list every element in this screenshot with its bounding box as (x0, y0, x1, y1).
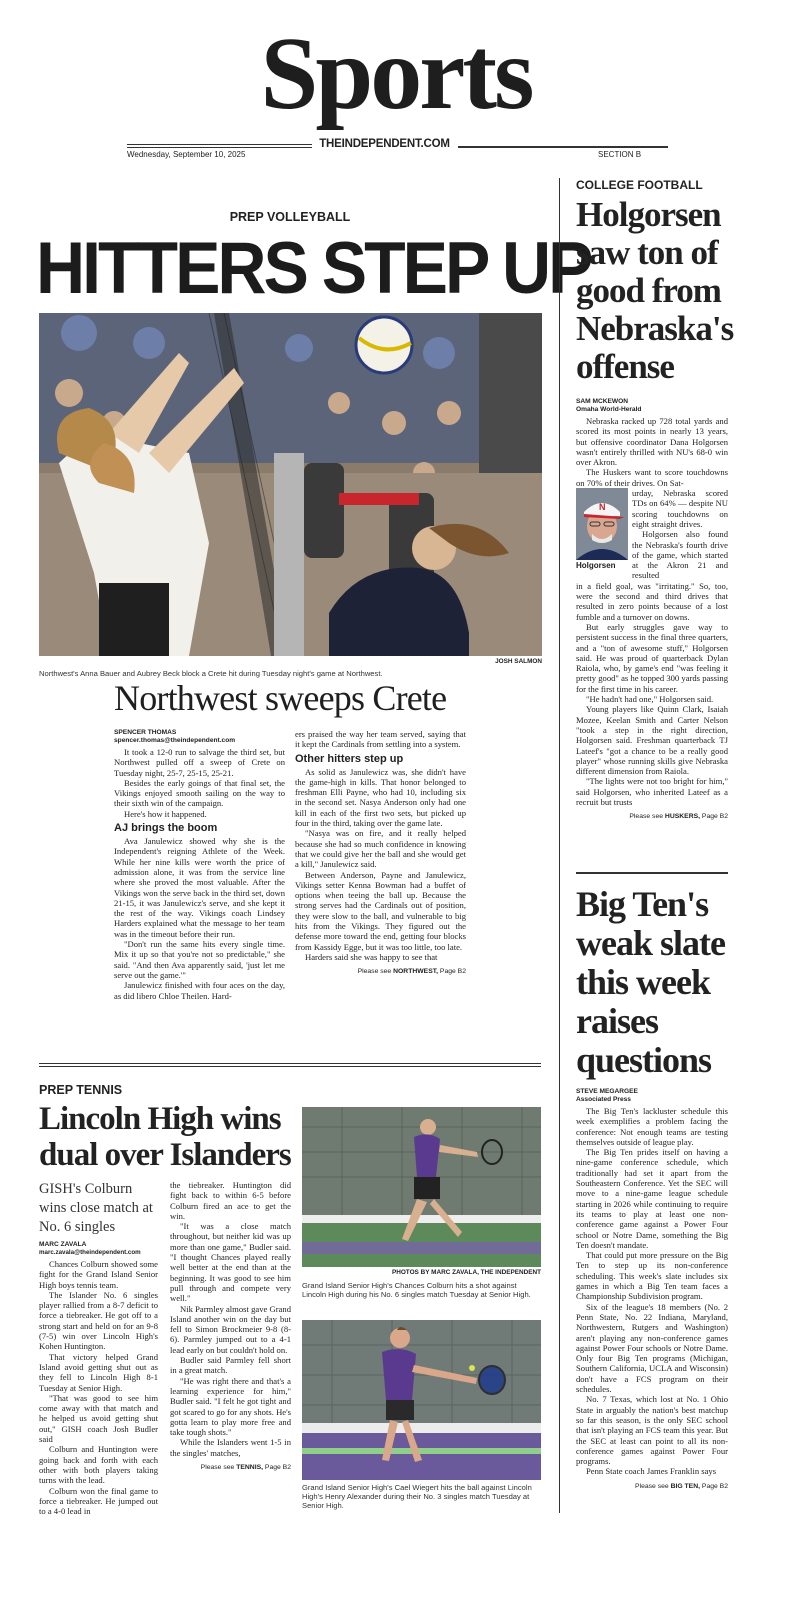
lead-paragraph: Besides the early goings of that final set, the Vikings enjoyed smooth sailing on the way to their sixth win of the campaign. (114, 777, 285, 809)
masthead-date: Wednesday, September 10, 2025 (127, 150, 246, 159)
jump-key: BIG TEN, (670, 1482, 701, 1490)
volleyball-photo (39, 313, 542, 656)
tennis-kicker: PREP TENNIS (39, 1083, 123, 1097)
tennis-photo-credit (302, 1269, 541, 1276)
tennis-column-2 (170, 1180, 291, 1471)
section-divider (39, 1063, 541, 1064)
masthead-site[interactable]: THEINDEPENDENT.COM (319, 138, 450, 150)
credit-prefix: PHOTOS BY (391, 1269, 430, 1276)
right-bottom-jump-link[interactable] (576, 1483, 728, 1490)
lead-section-heading: AJ brings the boom (114, 822, 218, 835)
lead-jump-link[interactable] (295, 968, 466, 975)
masthead-rule-left2 (127, 147, 312, 148)
tennis-paragraph: While the Islanders went 1-5 in the singles' matches, (170, 1437, 291, 1458)
lead-column-1 (114, 729, 285, 1001)
right-bottom-paragraph: Penn State coach James Franklin says (586, 1466, 717, 1477)
right-bottom-paragraph: No. 7 Texas, which lost at No. 1 Ohio State in arguably the nation's best matchup so far this season, is the only SEC school that isn't playing an FCS team this year. But the SEC at least can point to all its non-conference games against Power Four programs. (576, 1394, 728, 1467)
right-top-headline: Holgorsen saw ton of good from Nebraska's offense (576, 195, 734, 386)
right-top-paragraph: Young players like Quinn Clark, Isaiah Mozee, Keelan Smith and Carter Nelson "took a step in the right direction, Holgorsen said. Freshman quarterback TJ Lateef's "got a chance to be a really good player" whose running skills give Nebraska different dimension from Raiola. (576, 704, 728, 777)
lead-email[interactable]: spencer.thomas@theindependent.com (114, 737, 236, 744)
tennis-column-1 (39, 1180, 158, 1516)
tennis-paragraph: Budler said Parmley fell short in a great match. (170, 1355, 291, 1376)
right-top-affiliation: Omaha World-Herald (576, 406, 642, 413)
jump-label: Please see (357, 968, 392, 976)
lead-kicker: PREP VOLLEYBALL (229, 210, 351, 224)
jump-key: TENNIS, (236, 1464, 264, 1472)
right-top-paragraph: Nebraska racked up 728 total yards and scored its most points in nearly 13 years, but offensive coordinator Dana Holgorsen wasn't entirely thrilled with NU's 68-0 win over Akron. (576, 416, 728, 468)
right-top-paragraph: The Huskers want to score touchdowns on 70% of their drives. On Sat- (576, 467, 728, 488)
right-top-jump-link[interactable] (576, 813, 728, 820)
lead-paragraph: Harders said she was happy to see that (305, 951, 438, 962)
lead-section-heading: Other hitters step up (295, 752, 404, 765)
right-top-paragraph: "The lights were not too bright for him," said Holgorsen, who inherited Lateef as a recruit but trusts (576, 776, 728, 807)
tennis-email[interactable]: marc.zavala@theindependent.com (39, 1249, 141, 1256)
lead-paragraph: It took a 12-0 run to salvage the third set, but Northwest pulled off a sweep of Crete on Tuesday night, 25-7, 25-15, 25-21. (114, 747, 285, 778)
jump-key: HUSKERS, (664, 813, 701, 821)
tennis-paragraph: Colburn won the final game to force a tiebreaker. He jumped out to a 4-0 lead in (39, 1485, 158, 1517)
lead-column-2 (295, 729, 466, 975)
tennis-caption-1: Grand Island Senior High's Chances Colburn hits a shot against Lincoln High during his No. 6 singles match Tuesday at Senior High. (302, 1281, 531, 1300)
lead-photo-credit: JOSH SALMON (495, 658, 542, 665)
tennis-jump-link[interactable] (170, 1464, 291, 1471)
masthead-rule-left (127, 144, 312, 145)
tennis-byline: MARC ZAVALA (39, 1241, 87, 1248)
lead-byline: SPENCER THOMAS (114, 729, 177, 736)
right-bottom-byline: STEVE MEGARGEE (576, 1088, 638, 1095)
right-top-byline: SAM MCKEWON (576, 398, 629, 405)
jump-label: Please see (635, 1482, 669, 1490)
credit-suffix: , THE INDEPENDENT (477, 1269, 541, 1276)
tennis-headline: Lincoln High wins dual over Islanders (39, 1101, 291, 1173)
section-divider (39, 1066, 541, 1067)
football-mug (576, 488, 628, 560)
lead-paragraph: ers praised the way her team served, saying that it kept the Cardinals from settling into a system. (295, 729, 466, 750)
tennis-paragraph: Nik Parmley almost gave Grand Island another win on the day but fell to Simon Brockmeier 9-8 (8-6). Parmley jumped out to a 4-1 lead early on but couldn't hold on. (170, 1303, 291, 1355)
jump-label: Please see (629, 813, 664, 821)
tennis-photo-1 (302, 1107, 541, 1267)
right-bottom-paragraph: The Big Ten prides itself on having a nine-game conference schedule, which traditionally had set it apart from the Southeastern Conference. Yet the SEC will move to a nine-game league schedule starting in 2026 while continuing to require its teams to play at least one non-conference game against a Power Four school or Notre Dame, something the Big Ten doesn't mandate. (576, 1147, 728, 1250)
lead-photo-caption: Northwest's Anna Bauer and Aubrey Beck block a Crete hit during Tuesday night's game at Northwest. (39, 669, 383, 678)
lead-paragraph: Here's how it happened. (124, 808, 207, 819)
lead-paragraph: Ava Janulewicz showed why she is the Independent's reigning Athlete of the Week. While her nine kills were worth the price of admission alone, it was from the service line where she proved the most valuable. After the Vikings won the serve back in the third set, down 21-15, it was Janulewicz's serve, and she kept it the rest of the way. Vikings coach Lindsey Harders explained what the message to her team was in the timeout before their run. (114, 836, 285, 939)
right-bottom-paragraph: The Big Ten's lackluster schedule this week exemplifies a problem facing the conference: Not enough teams are testing themselves outside of league play. (576, 1106, 728, 1147)
tennis-paragraph: The Islander No. 6 singles player rallied from a 8-7 deficit to force a tiebreaker. He got off to a strong start and held on for an 9-8 (7-5) win over Lincoln High's Kohen Huntington. (39, 1289, 158, 1352)
jump-label: Please see (200, 1464, 235, 1472)
right-bottom-story (576, 885, 728, 1490)
tennis-paragraph: "It was a close match throughout, but neither kid was up more than one game," Budler said. "I thought Chances played really well better at the end than at the beginning. It was good to see him pull through and compete very well." (170, 1221, 291, 1304)
tennis-deck: GISH's Colburn wins close match at No. 6 singles (39, 1181, 153, 1235)
right-bottom-paragraph: Six of the league's 18 members (No. 2 Penn State, No. 22 Indiana, Maryland, Northwestern, Rutgers and Washington) aren't playing any non-conference games against Power Four schools or Notre Dame. Only four Big Ten programs (Michigan, Southern California, UCLA and Wisconsin) don't have a FCS program on their schedules. (576, 1301, 728, 1395)
jump-page: Page B2 (439, 968, 466, 976)
tennis-caption-2: Grand Island Senior High's Cael Wiegert hits the ball against Lincoln High's Henry Alexander during their No. 3 singles match Tuesday at Senior High. (302, 1483, 532, 1511)
lead-paragraph: "Don't run the same hits every single time. Mix it up so that you're not so predictable," she said. "And then Ava apparently said, 'just let me serve out the game.'" (114, 939, 285, 980)
masthead-title: Sports (260, 16, 532, 131)
jump-page: Page B2 (701, 1482, 728, 1490)
right-bottom-headline: Big Ten's weak slate this week raises questions (576, 884, 725, 1080)
masthead-section: SECTION B (598, 150, 642, 159)
right-top-paragraph: "He hadn't had one," Holgorsen said. (586, 694, 714, 705)
lead-paragraph: Janulewicz finished with four aces on the day, as did libero Chloe Theilen. Hard- (114, 980, 285, 1001)
right-top-paragraph: Holgorsen also found the Nebraska's fourth drive of the game, which started at the Akron 21 and resulted (632, 529, 728, 581)
tennis-paragraph: "He was right there and that's a learning experience for him," Budler said. "I felt he got tight and got scared to go for any shots. He's gotta learn to play more free and take tough shots." (170, 1375, 291, 1438)
right-top-paragraph: in a field goal, was "irritating." So, too, were the second and third drives that resulted in zero points because of a lost fumble and a turnover on downs. (576, 580, 728, 622)
tennis-paragraph: the tiebreaker. Huntington did fight back to within 6-5 before Colburn fired an ace to get the win. (170, 1180, 291, 1221)
tennis-paragraph: Chances Colburn showed some fight for the Grand Island Senior High boys tennis team. (39, 1259, 158, 1290)
jump-page: Page B2 (264, 1464, 291, 1472)
jump-page: Page B2 (701, 813, 728, 821)
credit-name: MARC ZAVALA (431, 1269, 478, 1276)
right-top-paragraph: But early struggles gave way to persistent success in the final three quarters, and a "ton of awesome stuff," Holgorsen said. He was proud of quarterback Dylan Raiola, who, by game's end "was feeling it pretty good" as he topped 300 yards passing for the first time in his career. (576, 621, 728, 694)
right-rail-divider (559, 178, 560, 1513)
tennis-paragraph: That victory helped Grand Island avoid getting shut out as they fell to Lincoln High 8-1 Tuesday at Senior High. (39, 1351, 158, 1393)
right-bottom-paragraph: That could put more pressure on the Big Ten to step up its non-conference scheduling. This week's slate includes six games in which a Big Ten team faces a Championship Subdivision program. (576, 1250, 728, 1302)
lead-paragraph: As solid as Janulewicz was, she didn't have the game-high in kills. That honor belonged to freshman Elli Payne, who had 10, including six in the second set. Nasya Anderson only had one kill in each of the first two sets, but picked up four in the third, taking over the game late. (295, 766, 466, 829)
tennis-paragraph: "That was good to see him come away with that match and he helped us avoid getting shut out," GISH coach Josh Budler said (39, 1392, 158, 1445)
svg-text:N: N (599, 502, 606, 513)
lead-paragraph: "Nasya was on fire, and it really helped because she had so much confidence in knowing that we could give her the ball and she would get a kill," Janulewicz said. (295, 828, 466, 870)
tennis-paragraph: Colburn and Huntington were going back and forth with each other with both players taking turns with the lead. (39, 1444, 158, 1486)
right-top-paragraph: urday, Nebraska scored TDs on 64% — despite NU scoring touchdowns on eight straight drives. (632, 488, 728, 529)
jump-key: NORTHWEST, (393, 968, 439, 976)
right-bottom-affiliation: Associated Press (576, 1096, 631, 1103)
lead-subhead: Northwest sweeps Crete (114, 678, 447, 718)
lead-headline: HITTERS STEP UP (36, 226, 591, 310)
masthead-rule-right (458, 146, 668, 148)
lead-paragraph: Between Anderson, Payne and Janulewicz, Vikings setter Kenna Bowman had a buffet of options when teeing the ball up. Because the strong serves had the Cardinals out of position, they were slow to the ball, and vulnerable to big hits from the Vikings. They figured out the defense more toward the end, getting four blocks from Kassidy Egge, but it was too little, too late. (295, 869, 466, 952)
right-rail-separator (576, 872, 728, 874)
right-top-story (576, 178, 734, 821)
tennis-photo-2 (302, 1320, 541, 1480)
mug-caption: Holgorsen (576, 561, 616, 571)
right-top-kicker: COLLEGE FOOTBALL (576, 178, 703, 192)
